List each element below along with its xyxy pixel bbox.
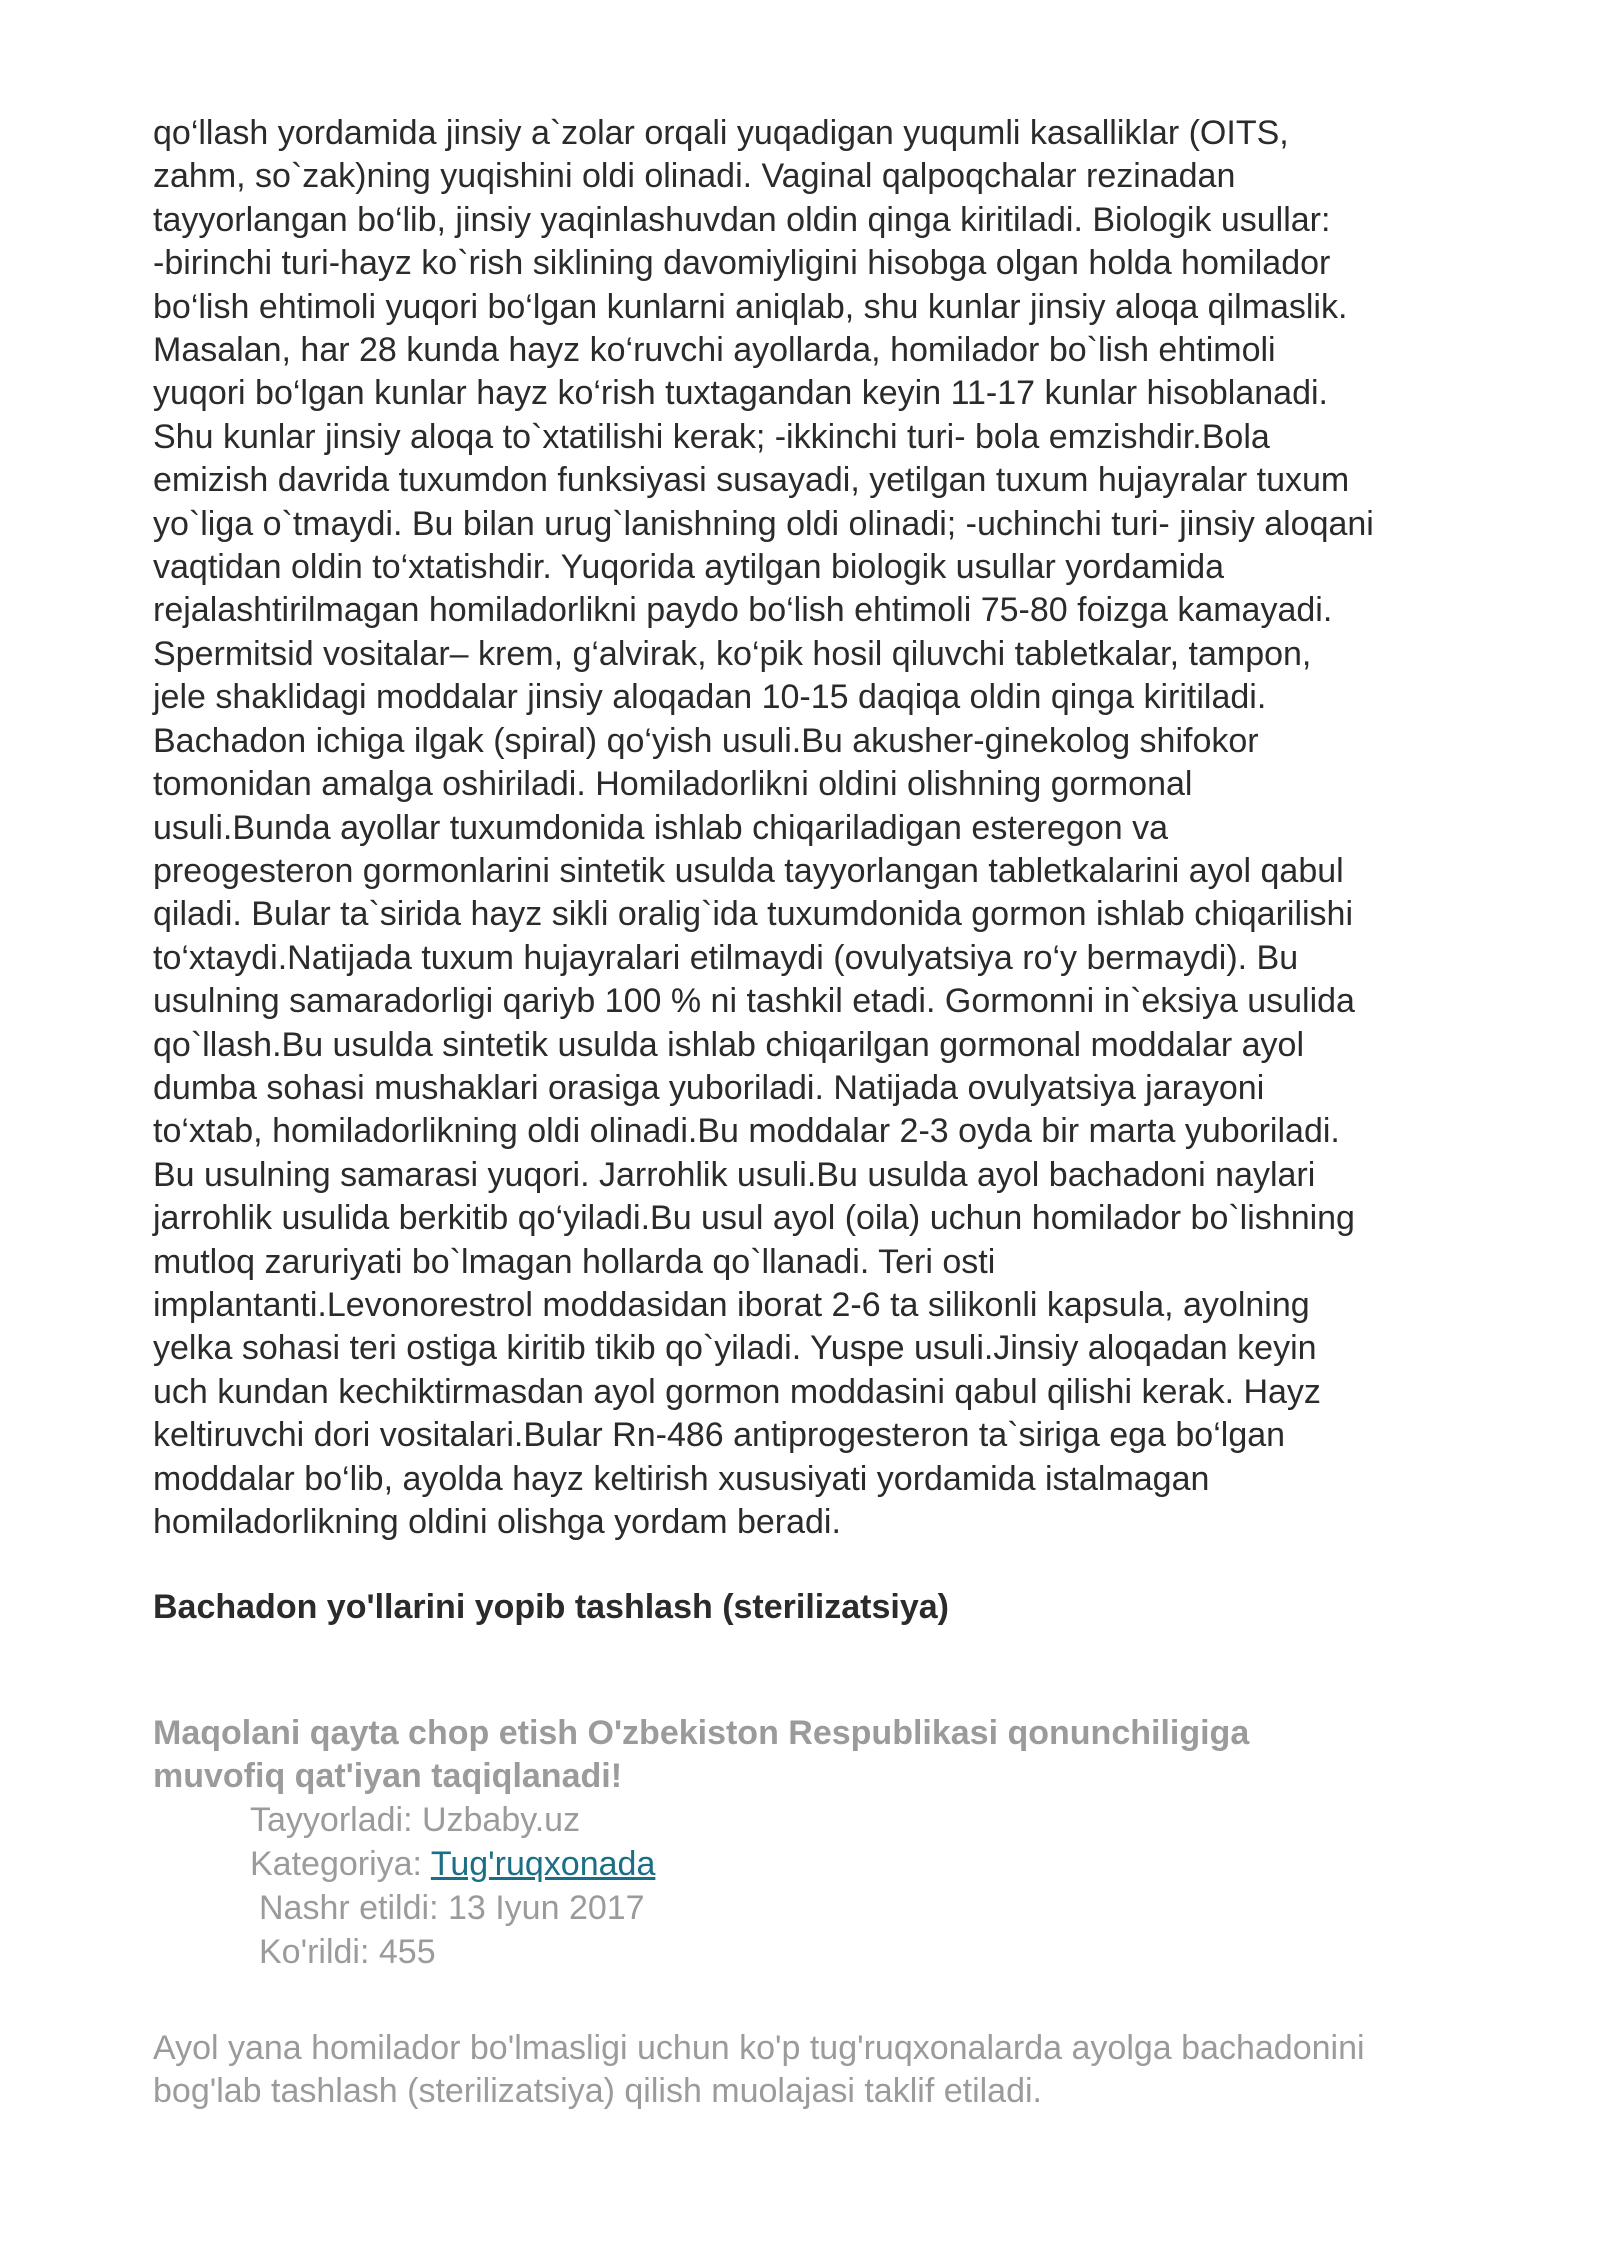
intro-line: bog'lab tashlash (sterilizatsiya) qilish muolajasi taklif etiladi.: [153, 2072, 1042, 2111]
category-link[interactable]: Tug'ruqxonada: [430, 1845, 656, 1884]
body-line: yelka sohasi teri ostiga kiritib tikib qo`yiladi. Yuspe usuli.Jinsiy aloqadan keyin: [153, 1329, 1317, 1368]
meta-author: [153, 1798, 1523, 1842]
body-line: keltiruvchi dori vositalari.Bular Rn-486 antiprogesteron ta`siriga ega bo‘lgan: [153, 1416, 1286, 1455]
author-value: Uzbaby.uz: [421, 1801, 581, 1840]
warning-line: muvofiq qat'iyan taqiqlanadi!: [153, 1757, 623, 1796]
author-label: Tayyorladi:: [250, 1801, 413, 1840]
article-body: [153, 112, 1523, 1544]
body-line: -birinchi turi-hayz ko`rish siklining davomiyligini hisobga olgan holda homilador: [153, 244, 1331, 283]
body-line: jarrohlik usulida berkitib qo‘yiladi.Bu usul ayol (oila) uchun homilador bo`lishning: [153, 1199, 1355, 1238]
document-page: [153, 112, 1523, 2113]
body-line: to‘xtab, homiladorlikning oldi olinadi.Bu moddalar 2-3 oyda bir marta yuboriladi.: [153, 1112, 1340, 1151]
body-line: uch kundan kechiktirmasdan ayol gormon moddasini qabul qilishi kerak. Hayz: [153, 1372, 1321, 1411]
body-line: implantanti.Levonorestrol moddasidan iborat 2-6 ta silikonli kapsula, ayolning: [153, 1285, 1310, 1324]
article-intro: [153, 2027, 1523, 2113]
body-line: moddalar bo‘lib, ayolda hayz keltirish xususiyati yordamida istalmagan: [153, 1459, 1210, 1498]
body-line: qo`llash.Bu usulda sintetik usulda ishlab chiqarilgan gormonal moddalar ayol: [153, 1025, 1305, 1064]
body-line: preogesteron gormonlarini sintetik usulda tayyorlangan tabletkalarini ayol qabul: [153, 851, 1344, 890]
body-line: yo`liga o`tmaydi. Bu bilan urug`lanishning oldi olinadi; -uchinchi turi- jinsiy aloqani: [153, 504, 1374, 543]
views-label: Ko'rildi:: [259, 1933, 370, 1972]
body-line: dumba sohasi mushaklari orasiga yuboriladi. Natijada ovulyatsiya jarayoni: [153, 1068, 1265, 1107]
body-line: usuli.Bunda ayollar tuxumdonida ishlab chiqariladigan esteregon va: [153, 808, 1168, 847]
views-count: 455: [378, 1933, 436, 1972]
body-line: rejalashtirilmagan homiladorlikni paydo bo‘lish ehtimoli 75-80 foizga kamayadi.: [153, 591, 1333, 630]
meta-views: [153, 1930, 1523, 1974]
body-line: Bachadon ichiga ilgak (spiral) qo‘yish usuli.Bu akusher-ginekolog shifokor: [153, 721, 1259, 760]
body-line: tomonidan amalga oshiriladi. Homiladorlikni oldini olishning gormonal: [153, 765, 1193, 804]
body-line: emizish davrida tuxumdon funksiyasi susayadi, yetilgan tuxum hujayralar tuxum: [153, 461, 1350, 500]
body-line: tayyorlangan bo‘lib, jinsiy yaqinlashuvdan oldin qinga kiritiladi. Biologik usullar:: [153, 200, 1331, 239]
published-date: 13 Iyun 2017: [447, 1889, 645, 1928]
section-heading: Bachadon yo'llarini yopib tashlash (sterilizatsiya): [153, 1588, 949, 1627]
body-line: Shu kunlar jinsiy aloqa to`xtatilishi kerak; -ikkinchi turi- bola emzishdir.Bola: [153, 417, 1270, 456]
intro-line: Ayol yana homilador bo'lmasligi uchun ko'p tug'ruqxonalarda ayolga bachadonini: [153, 2029, 1365, 2068]
reprint-warning: [153, 1712, 1523, 1798]
body-line: zahm, so`zak)ning yuqishini oldi olinadi. Vaginal qalpoqchalar rezinadan: [153, 157, 1236, 196]
body-line: yuqori bo‘lgan kunlar hayz ko‘rish tuxtagandan keyin 11-17 kunlar hisoblanadi.: [153, 374, 1328, 413]
body-line: qiladi. Bular ta`sirida hayz sikli oralig`ida tuxumdonida gormon ishlab chiqarilishi: [153, 895, 1354, 934]
meta-category: [153, 1842, 1523, 1886]
body-line: to‘xtaydi.Natijada tuxum hujayralari etilmaydi (ovulyatsiya ro‘y bermaydi). Bu: [153, 938, 1299, 977]
body-line: vaqtidan oldin to‘xtatishdir. Yuqorida aytilgan biologik usullar yordamida: [153, 548, 1225, 587]
body-line: jele shaklidagi moddalar jinsiy aloqadan 10-15 daqiqa oldin qinga kiritiladi.: [153, 678, 1267, 717]
warning-line: Maqolani qayta chop etish O'zbekiston Respublikasi qonunchiligiga: [153, 1714, 1250, 1753]
meta-published: [153, 1886, 1523, 1930]
body-line: qo‘llash yordamida jinsiy a`zolar orqali yuqadigan yuqumli kasalliklar (OITS,: [153, 114, 1289, 152]
body-line: homiladorlikning oldini olishga yordam beradi.: [153, 1503, 841, 1541]
body-line: Spermitsid vositalar– krem, g‘alvirak, ko‘pik hosil qiluvchi tabletkalar, tampon,: [153, 634, 1312, 673]
body-line: Bu usulning samarasi yuqori. Jarrohlik usuli.Bu usulda ayol bachadoni naylari: [153, 1155, 1316, 1194]
body-line: mutloq zaruriyati bo`lmagan hollarda qo`llanadi. Teri osti: [153, 1242, 996, 1281]
body-line: bo‘lish ehtimoli yuqori bo‘lgan kunlarni aniqlab, shu kunlar jinsiy aloqa qilmaslik.: [153, 287, 1348, 326]
body-line: usulning samaradorligi qariyb 100 % ni tashkil etadi. Gormonni in`eksiya usulida: [153, 982, 1355, 1021]
category-label: Kategoriya:: [250, 1845, 422, 1884]
body-line: Masalan, har 28 kunda hayz ko‘ruvchi ayollarda, homilador bo`lish ehtimoli: [153, 331, 1276, 370]
published-label: Nashr etildi:: [259, 1889, 439, 1928]
